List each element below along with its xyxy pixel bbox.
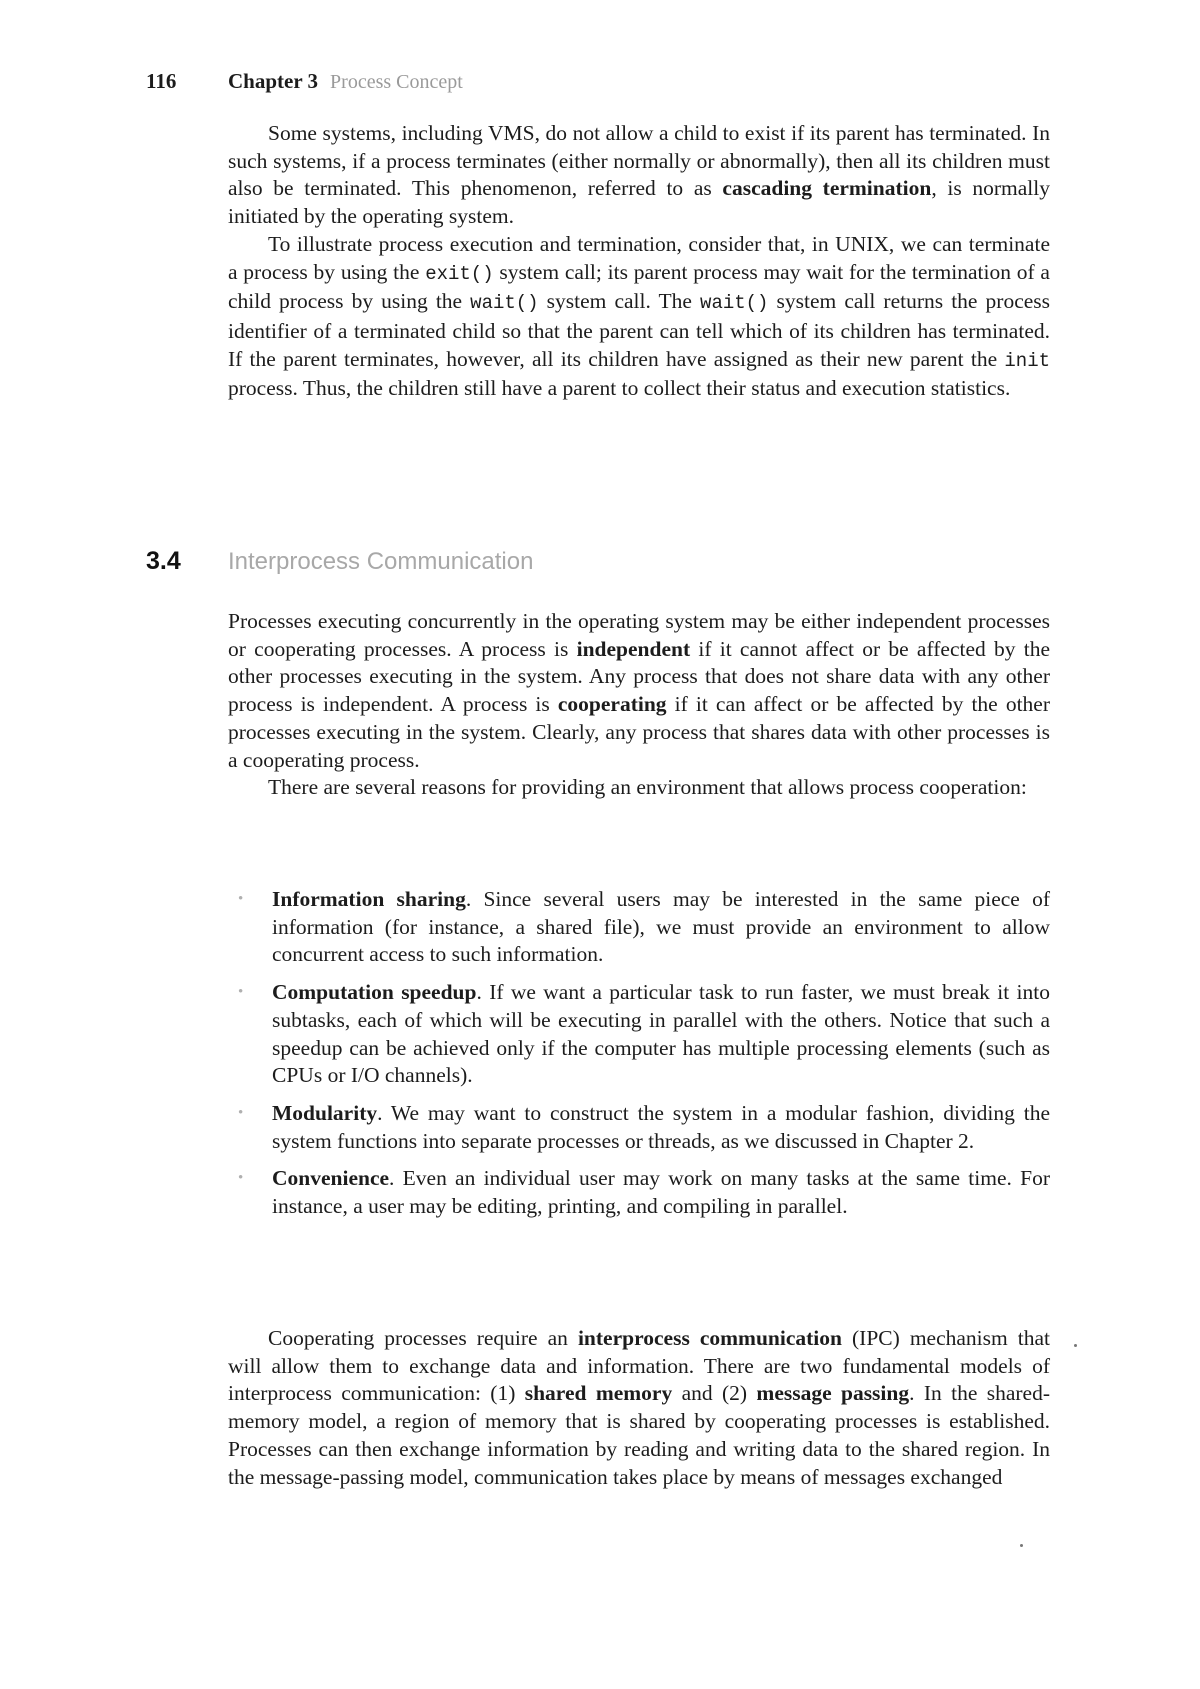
code-exit: exit() bbox=[425, 262, 494, 285]
text-run: To illustrate process execution and termination, consider that, in UNIX, we can terminate a process by using the bbox=[228, 231, 1050, 284]
term-message-passing: message passing bbox=[756, 1381, 910, 1406]
text-block-ipc bbox=[228, 1325, 1050, 1491]
list-item-text bbox=[272, 886, 1050, 969]
list-item bbox=[228, 886, 1050, 969]
paragraph-concurrent-processes bbox=[228, 608, 1050, 774]
reasons-list bbox=[228, 886, 1050, 1221]
page-number: 116 bbox=[146, 69, 177, 93]
term-cascading-termination: cascading termination bbox=[722, 176, 932, 201]
term-information-sharing: Information sharing bbox=[272, 887, 466, 911]
bullet-icon: • bbox=[238, 984, 244, 1001]
paragraph-reasons-intro: There are several reasons for providing an environment that allows process cooperation: bbox=[268, 775, 1027, 800]
section-title: Interprocess Communication bbox=[228, 548, 534, 575]
chapter-title: Process Concept bbox=[330, 71, 463, 93]
text-run: . If we want a particular task to run faster, we must break it into subtasks, each of which will be executing in parallel with the others. Notice that such a speedup can be achieved only if the computer has multiple processing elements (such as CPUs or I/O channels). bbox=[272, 980, 1051, 1088]
text-run: system call; its parent process may wait for the termination of a child process by using the bbox=[228, 259, 1050, 314]
text-run: . We may want to construct the system in a modular fashion, dividing the system functions into separate processes or threads, as we discussed in Chapter 2. bbox=[272, 1100, 1050, 1153]
section-number: 3.4 bbox=[146, 547, 181, 575]
term-computation-speedup: Computation speedup bbox=[272, 980, 477, 1005]
text-run: . Since several users may be interested in the same piece of information (for instance, a shared file), we must provide an environment to allow concurrent access to such information. bbox=[272, 887, 1050, 967]
list-item bbox=[228, 1165, 1050, 1220]
list-item-text bbox=[272, 1165, 1050, 1220]
term-convenience: Convenience bbox=[272, 1166, 390, 1191]
text-run: process. Thus, the children still have a parent to collect their status and execution statistics. bbox=[228, 376, 1011, 401]
running-head bbox=[146, 66, 463, 96]
text-run: . In the shared-memory model, a region of memory that is shared by cooperating processes is established. Processes can then exchange information by reading and writing data to the shared region. In the message-passing model, communication takes place by means of messages exchanged bbox=[228, 1381, 1050, 1489]
text-run: Cooperating processes require an bbox=[268, 1326, 578, 1350]
list-item bbox=[228, 979, 1050, 1090]
term-modularity: Modularity bbox=[272, 1100, 378, 1125]
section-heading bbox=[146, 544, 533, 578]
list-item-text bbox=[272, 1100, 1050, 1155]
code-init: init bbox=[1004, 349, 1050, 372]
term-cooperating: cooperating bbox=[557, 692, 667, 717]
list-item bbox=[228, 1100, 1050, 1155]
text-run: (IPC) mechanism that will allow them to exchange data and information. There are two fundamental models of interprocess communication: (1) bbox=[228, 1326, 1050, 1406]
text-block-cooperation bbox=[228, 608, 1050, 802]
bullet-icon: • bbox=[238, 891, 244, 907]
text-run: Processes executing concurrently in the operating system may be either independent processes or cooperating processes. A process is bbox=[228, 609, 1050, 661]
code-wait: wait() bbox=[700, 292, 769, 315]
list-item-text bbox=[272, 979, 1050, 1090]
code-wait: wait() bbox=[470, 292, 539, 315]
paragraph-unix-termination bbox=[228, 231, 1050, 403]
scan-speck bbox=[1020, 1544, 1023, 1547]
text-run: and (2) bbox=[672, 1381, 757, 1406]
paragraph-cascading-termination bbox=[228, 120, 1050, 231]
bullet-icon: • bbox=[238, 1170, 244, 1187]
text-run: Some systems, including VMS, do not allow a child to exist if its parent has terminated. In such systems, if a process terminates (either normally or abnormally), then all its children must also be terminated. This phenomenon, referred to as bbox=[228, 121, 1050, 201]
text-block-termination bbox=[228, 120, 1050, 403]
paragraph-ipc bbox=[228, 1325, 1050, 1491]
text-run: system call. The bbox=[538, 289, 701, 314]
text-run: , is normally initiated by the operating system. bbox=[228, 176, 1050, 229]
term-independent: independent bbox=[576, 636, 691, 661]
text-run: system call returns the process identifier of a terminated child so that the parent can tell which of its children has terminated. If the parent terminates, however, all its children have assigned as their new parent the bbox=[228, 289, 1051, 371]
term-shared-memory: shared memory bbox=[524, 1381, 673, 1406]
scan-speck bbox=[1074, 1344, 1077, 1347]
chapter-label: Chapter 3 bbox=[228, 69, 319, 93]
bullet-icon: • bbox=[238, 1104, 244, 1121]
text-run: . Even an individual user may work on many tasks at the same time. For instance, a user may be editing, printing, and compiling in parallel. bbox=[272, 1166, 1050, 1219]
text-run: if it cannot affect or be affected by the other processes executing in the system. Any process that does not share data with any other process is independent. A process is bbox=[228, 636, 1050, 717]
text-run: if it can affect or be affected by the other processes executing in the system. Clearly, any process that shares data with other processes is a cooperating process. bbox=[228, 692, 1050, 772]
term-interprocess-communication: interprocess communication bbox=[577, 1326, 842, 1350]
